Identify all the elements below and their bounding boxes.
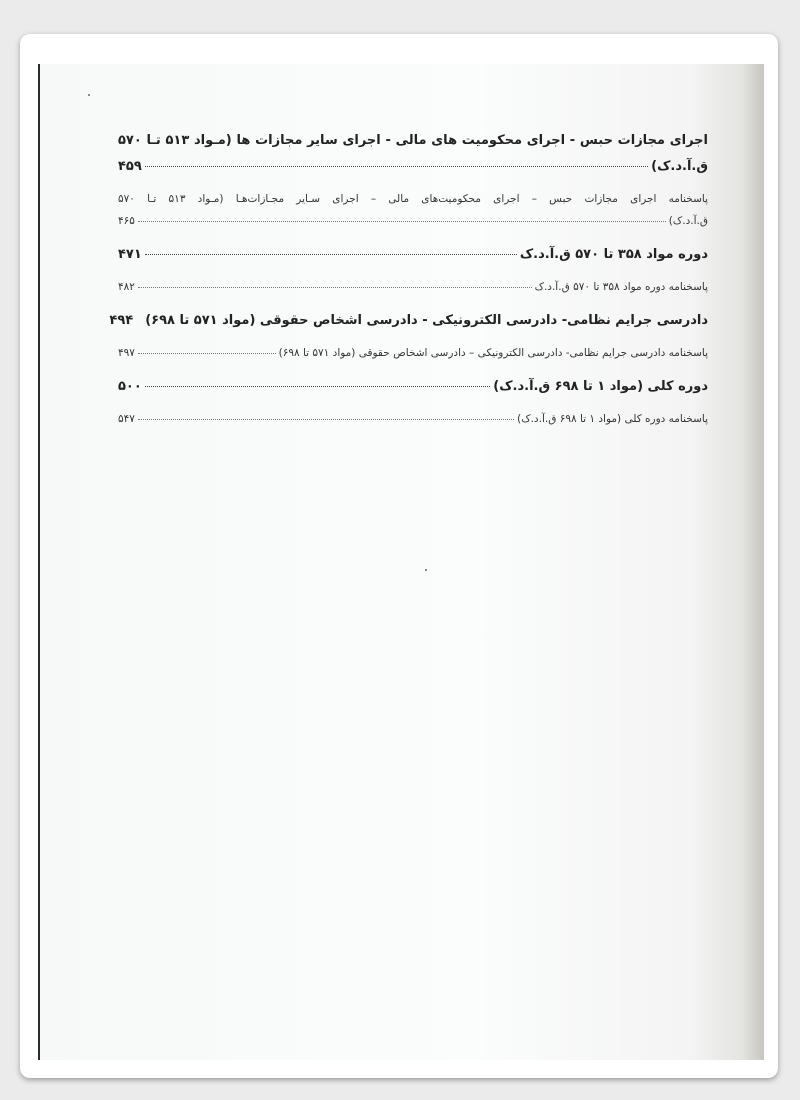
dot-leader	[138, 286, 532, 288]
dot-leader	[138, 220, 666, 222]
toc-entry-title-line1: اجرای مجازات حبس - اجرای محکومیت های مالی - اجرای سایر مجازات ها (مـواد ۵۱۳ تـا ۵۷۰	[118, 133, 708, 148]
toc-page-number: ۵۰۰	[118, 379, 142, 394]
page-edge-shadow	[742, 64, 764, 1060]
toc-page-number: ۴۷۱	[118, 247, 142, 262]
toc-entry[interactable]	[118, 276, 708, 298]
toc-entry[interactable]	[118, 128, 708, 180]
toc-entry[interactable]	[118, 242, 708, 268]
dot-leader	[145, 385, 490, 387]
toc-entry-title: پاسخنامه دادرسی جرایم نظامی- دادرسی الکترونیکی – دادرسی اشخاص حقوقی (مواد ۵۷۱ تا ۶۹۸)	[278, 347, 708, 359]
toc-page-number: ۴۹۴	[109, 313, 134, 328]
toc-entry-title: پاسخنامه دوره مواد ۳۵۸ تا ۵۷۰ ق.آ.د.ک	[534, 281, 708, 293]
toc-entry-title: دادرسی جرایم نظامی- دادرسی الکترونیکی - دادرسی اشخاص حقوقی (مواد ۵۷۱ تا ۶۹۸)	[145, 313, 708, 328]
toc-entry-title-line2: ق.آ.د.ک)	[668, 215, 708, 227]
toc-entry-title: دوره کلی (مواد ۱ تا ۶۹۸ ق.آ.د.ک)	[493, 379, 708, 394]
dust-speck	[425, 569, 427, 571]
toc-entry-title-line1: پاسخنامه اجرای مجازات حبس – اجرای محکومیت‌های مالی – اجرای سـایر مجـازات‌هـا (مـواد ۵۱۳ تـا ۵۷۰	[118, 193, 708, 205]
dot-leader	[136, 320, 142, 321]
toc-page-number: ۴۶۵	[118, 215, 135, 227]
dot-leader	[138, 352, 276, 354]
toc-entry[interactable]	[118, 342, 708, 364]
dust-speck	[88, 94, 90, 96]
toc-entry-title: پاسخنامه دوره کلی (مواد ۱ تا ۶۹۸ ق.آ.د.ک)	[517, 413, 708, 425]
dot-leader	[145, 165, 648, 167]
toc-entry[interactable]	[109, 308, 708, 334]
dot-leader	[145, 253, 517, 255]
toc-entry[interactable]	[118, 188, 708, 232]
toc-page-number: ۵۴۷	[118, 413, 135, 425]
toc-entry[interactable]	[118, 408, 708, 430]
dot-leader	[138, 418, 514, 420]
toc-entry[interactable]	[118, 374, 708, 400]
toc-entry-title: دوره مواد ۳۵۸ تا ۵۷۰ ق.آ.د.ک	[519, 247, 708, 262]
toc-page-number: ۴۹۷	[118, 347, 135, 359]
table-of-contents	[109, 128, 708, 440]
toc-entry-title-line2: ق.آ.د.ک)	[651, 159, 708, 174]
toc-page-number: ۴۸۲	[118, 281, 135, 293]
toc-page-number: ۴۵۹	[118, 159, 142, 174]
